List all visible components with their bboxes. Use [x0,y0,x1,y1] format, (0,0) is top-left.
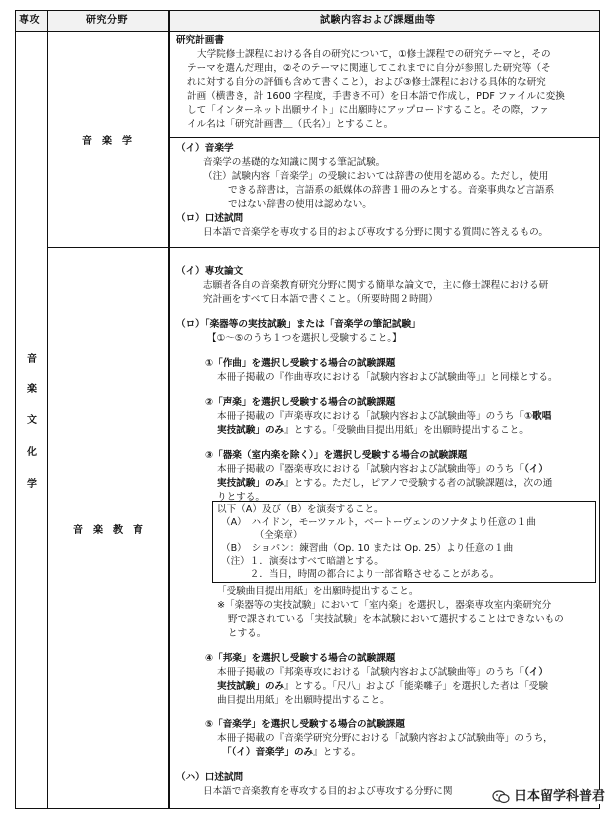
option-composition-line: 本冊子掲載の『作曲専攻における「試験内容および試験曲等」』と同様とする。 [217,372,558,383]
wechat-icon [492,790,510,804]
research-plan-line: イル名は「研究計画書＿（氏名）」とすること。 [187,119,394,130]
table-bottom-border [15,808,600,809]
oral-exam-edu-line: 日本語で音楽教育を専攻する目的および専攻する分野に関 [203,786,453,797]
option-instrument-line [217,477,552,491]
musicology-exam-title: （イ）音楽学 [176,143,234,154]
major-char: 音 [27,354,37,365]
header-bottom-border [15,31,600,32]
option-hogaku-bold: 実技試験」のみ [217,681,285,692]
watermark-text: 日本留学科普君 [513,789,605,804]
option-vocal-line [217,410,551,424]
option-composition-title: ①「作曲」を選択し受験する場合の試験課題 [205,358,396,369]
oral-exam-line: 日本語で音楽学を専攻する目的および専攻する分野に関する質問に答えるもの。 [203,227,548,238]
table-top-border [15,10,600,11]
row-divider [47,247,600,248]
inner-divider [169,137,600,138]
oral-exam-edu-title: （ハ）口述試問 [176,772,244,783]
field-col-border [168,10,170,809]
watermark [490,790,607,804]
table-right-border [599,10,600,809]
option-vocal-line [217,424,529,438]
option-hogaku-line [217,680,548,694]
option-musicology-title: ⑤「音楽学」を選択し受験する場合の試験課題 [205,719,405,730]
header-content: 試験内容および課題曲等 [320,15,436,26]
major-char: 化 [27,447,37,458]
thesis-title: （イ）専攻論文 [176,266,244,277]
header-major: 専攻 [19,15,40,26]
musicology-exam-line: ではない辞書の使用は認めない。 [228,199,372,210]
piano-requirement-line: （全楽章） [221,530,303,541]
research-plan-line: テーマを選んだ理由，②そのテーマに関連してこれまでに自分が参照した研究等（そ [187,63,551,74]
option-instrument-line [217,463,548,477]
option-vocal-bold: 実技試験」のみ [217,425,285,436]
musicology-exam-line: できる辞書は，言語系の紙媒体の辞書１冊のみとする。音楽事典など言語系 [228,185,555,196]
major-char: 文 [27,415,37,426]
practical-or-written-title: （ロ）「楽器等の実技試験」または「音楽学の筆記試験」 [176,319,421,330]
option-vocal-text: 本冊子掲載の『声楽専攻における「試験内容および試験曲等」のうち「 [217,411,524,422]
option-hogaku-line [217,666,548,680]
piano-requirement-line: ２．当日，時間の都合により一部省略させることがある。 [221,569,500,580]
header-field: 研究分野 [86,15,128,26]
option-instrument-after: ※「楽器等の実技試験」において「室内楽」を選択し，器楽専攻室内楽研究分 [217,600,552,611]
option-instrument-after: 「受験曲目提出用紙」を出願時提出すること。 [217,586,419,597]
research-plan-line: れに対する自分の評価も含めて書くこと），および③修士課程における具体的な研究 [187,77,546,88]
option-musicology-line: 本冊子掲載の『音楽学研究分野における「試験内容および試験曲等」のうち， [217,733,553,744]
option-hogaku-text: 』とする。「尺八」および「能楽囃子」を選択した者は「受験 [284,681,548,692]
option-hogaku-title: ④「邦楽」を選択し受験する場合の試験課題 [205,653,396,664]
option-instrument-text: 』とする。ただし，ピアノで受験する者の試験課題は，次の通 [284,478,553,489]
piano-requirement-line: （注）１．演奏はすべて暗譜とする。 [221,556,384,567]
thesis-line: 志願者各自の音楽教育研究分野に関する簡単な論文で，主に修士課程における研 [203,280,549,291]
option-instrument-after: 野で課されている「実技試験」を本試験において選択することはできないもの [228,614,564,625]
option-musicology-bold: 「（イ）音楽学」のみ [222,747,314,758]
option-musicology-text: 』とする。 [313,747,362,758]
option-hogaku-bold: （イ） [524,667,548,678]
field-musicology: 音 楽 学 [82,136,132,147]
option-instrument-bold: （イ） [524,464,548,475]
major-col-border [47,10,48,809]
option-instrument-title: ③「器楽（室内楽を除く）」を選択し受験する場合の試験課題 [205,450,468,461]
thesis-line: 究計画をすべて日本語で書くこと。（所要時間２時間） [203,294,438,305]
table-left-border [15,10,16,809]
field-music-education: 音 楽 教 育 [73,525,143,536]
option-instrument-line: りとする。 [217,492,265,503]
major-char: 楽 [27,384,37,395]
option-vocal-bold: ①歌唱 [524,411,552,422]
research-plan-line: 計画（横書き，計 1600 字程度，手書き不可）を日本語で作成し，PDF ファイルに変換 [187,91,565,102]
piano-requirement-line: 以下（A）及び（B）を演奏すること。 [217,504,384,515]
option-vocal-text: 』とする。「受験曲目提出用紙」を出願時提出すること。 [284,425,529,436]
musicology-exam-line: 音楽学の基礎的な知識に関する筆記試験。 [203,157,386,168]
piano-requirement-line: （B） ショパン：練習曲（Op. 10 または Op. 25）より任意の１曲 [221,543,514,554]
option-instrument-text: 本冊子掲載の『器楽専攻における「試験内容および試験曲等」のうち「 [217,464,524,475]
option-hogaku-text: 本冊子掲載の『邦楽専攻における「試験内容および試験曲等」のうち「 [217,667,524,678]
option-instrument-after: とする。 [228,628,267,639]
research-plan-line: して「インターネット出願サイト」に出願時にアップロードすること。その際，ファ [187,105,549,116]
practical-or-written-note: 【①～⑤のうち１つを選択し受験すること。】 [207,333,402,344]
oral-exam-title: （ロ）口述試問 [176,213,244,224]
major-char: 学 [27,479,37,490]
option-vocal-title: ②「声楽」を選択し受験する場合の試験課題 [205,397,396,408]
research-plan-line: 大学院修士課程における各自の研究について，①修士課程での研究テーマと，その [197,49,551,60]
option-musicology-line [222,746,361,760]
option-instrument-bold: 実技試験」のみ [217,478,285,489]
option-hogaku-line: 曲目提出用紙」を出願時提出すること。 [217,695,390,706]
musicology-exam-line: （注）試験内容「音楽学」の受験においては辞書の使用を認める。ただし，使用 [203,171,549,182]
research-plan-title: 研究計画書 [176,35,224,46]
piano-requirement-line: （A） ハイドン，モーツァルト，ベートーヴェンのソナタより任意の１曲 [221,517,536,528]
